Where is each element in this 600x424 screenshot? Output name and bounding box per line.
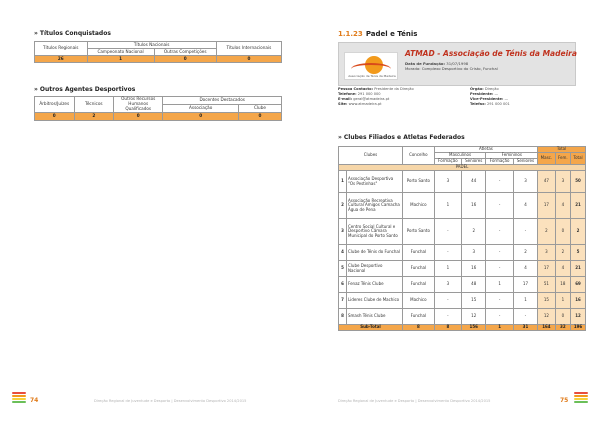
col-header: Femininos xyxy=(486,153,538,159)
total-cell: 2 xyxy=(571,219,586,245)
concelho-cell: Porto Santo xyxy=(403,219,435,245)
col-header: Docentes Destacados xyxy=(163,97,282,105)
contact-block-right: Órgão: Direção Presidente: — Vice-Presidente: — Telefax: 291 000 001 xyxy=(470,87,510,106)
total-cell: 51 xyxy=(538,277,555,293)
total-cell: 0 xyxy=(35,113,75,121)
col-header: Masculinos xyxy=(434,153,486,159)
subtotal-cell: 8 xyxy=(403,325,435,331)
total-cell: 0 xyxy=(114,113,163,121)
club-name: Clube Desportivo Nacional xyxy=(347,261,403,277)
athletes-cell: 1 xyxy=(434,193,461,219)
athletes-cell: 3 xyxy=(462,245,486,261)
total-cell: 2 xyxy=(74,113,114,121)
subtotal-cell: 32 xyxy=(555,325,570,331)
col-header: Fem. xyxy=(555,153,570,165)
col-header: Seniores xyxy=(513,159,537,165)
club-name: Clube de Ténis do Funchal xyxy=(347,245,403,261)
table-row xyxy=(339,309,586,325)
total-cell: 4 xyxy=(555,193,570,219)
section-title-titulos: » Títulos Conquistados xyxy=(34,30,111,37)
clubes-table xyxy=(338,146,586,331)
page-title: 1.1.23 Padel e Ténis xyxy=(338,30,418,38)
athletes-cell: - xyxy=(434,219,461,245)
col-header: Formação xyxy=(434,159,461,165)
section-title-clubes: » Clubes Filiados e Atletas Federados xyxy=(338,134,465,141)
col-header: Associação xyxy=(163,105,239,113)
total-cell: 17 xyxy=(538,193,555,219)
table-row xyxy=(339,219,586,245)
athletes-cell: 16 xyxy=(462,193,486,219)
athletes-cell: - xyxy=(486,293,513,309)
subtotal-cell: 31 xyxy=(513,325,537,331)
total-cell: 12 xyxy=(538,309,555,325)
total-cell: 16 xyxy=(571,293,586,309)
athletes-cell: - xyxy=(513,309,537,325)
total-cell: 12 xyxy=(571,309,586,325)
association-logo: Associação de Ténis da Madeira xyxy=(344,52,398,80)
concelho-cell: Funchal xyxy=(403,261,435,277)
row-index: 7 xyxy=(339,293,347,309)
total-cell: 2 xyxy=(555,245,570,261)
total-cell: 69 xyxy=(571,277,586,293)
total-cell: 17 xyxy=(538,261,555,277)
table-row xyxy=(339,293,586,309)
row-index: 5 xyxy=(339,261,347,277)
col-header: Campeonato Nacional xyxy=(87,49,154,56)
athletes-cell: - xyxy=(486,309,513,325)
total-row xyxy=(35,113,282,121)
athletes-cell: 2 xyxy=(462,219,486,245)
athletes-cell: 17 xyxy=(513,277,537,293)
total-cell: 0 xyxy=(216,56,281,63)
col-header: Seniores xyxy=(462,159,486,165)
total-cell: 4 xyxy=(555,261,570,277)
total-cell: 26 xyxy=(35,56,88,63)
total-cell: 2 xyxy=(538,219,555,245)
association-name: ATMAD - Associação de Ténis da Madeira xyxy=(405,49,577,58)
athletes-cell: 15 xyxy=(462,293,486,309)
athletes-cell: 1 xyxy=(486,277,513,293)
row-index: 8 xyxy=(339,309,347,325)
total-cell: 3 xyxy=(555,171,570,193)
footer-text: Direção Regional de Juventude e Desporto | Desenvolvimento Desportivo 2014/2015 xyxy=(338,399,491,403)
chevron-icon: » xyxy=(34,86,38,93)
association-details: Data de Fundação: 31/07/1998 Morada: Complexo Desportivo do Cristo, Funchal xyxy=(405,61,498,71)
total-cell: 1 xyxy=(87,56,154,63)
footer-stripes-icon xyxy=(574,392,588,406)
total-cell: 5 xyxy=(571,245,586,261)
total-cell: 47 xyxy=(538,171,555,193)
total-cell: 0 xyxy=(154,56,216,63)
row-index: 6 xyxy=(339,277,347,293)
athletes-cell: 1 xyxy=(513,293,537,309)
total-cell: 0 xyxy=(163,113,239,121)
page-number: 75 xyxy=(560,397,569,404)
athletes-cell: 2 xyxy=(513,245,537,261)
concelho-cell: Funchal xyxy=(403,277,435,293)
row-index: 2 xyxy=(339,193,347,219)
athletes-cell: 3 xyxy=(434,277,461,293)
col-header: Total xyxy=(538,147,586,153)
concelho-cell: Funchal xyxy=(403,245,435,261)
col-header: Masc. xyxy=(538,153,555,165)
chevron-icon: » xyxy=(34,30,38,37)
athletes-cell: - xyxy=(486,245,513,261)
total-cell: 0 xyxy=(238,113,281,121)
total-cell: 1 xyxy=(555,293,570,309)
clubes-table-body xyxy=(339,171,586,325)
total-row xyxy=(35,56,282,63)
subtotal-cell: 156 xyxy=(462,325,486,331)
athletes-cell: - xyxy=(513,219,537,245)
col-header: Atletas xyxy=(434,147,538,153)
table-row xyxy=(339,261,586,277)
athletes-cell: - xyxy=(486,261,513,277)
col-header: Clubes xyxy=(339,147,403,165)
athletes-cell: 4 xyxy=(513,193,537,219)
subtotal-cell: 164 xyxy=(538,325,555,331)
athletes-cell: 48 xyxy=(462,277,486,293)
section-title-agentes: » Outros Agentes Desportivos xyxy=(34,86,136,93)
col-header: Clube xyxy=(238,105,281,113)
concelho-cell: Machico xyxy=(403,293,435,309)
col-header: Concelho xyxy=(403,147,435,165)
athletes-cell: - xyxy=(434,309,461,325)
association-card xyxy=(338,42,576,86)
concelho-cell: Funchal xyxy=(403,309,435,325)
total-cell: 15 xyxy=(538,293,555,309)
athletes-cell: - xyxy=(434,245,461,261)
athletes-cell: - xyxy=(486,193,513,219)
athletes-cell: 1 xyxy=(434,261,461,277)
athletes-cell: - xyxy=(434,293,461,309)
table-row xyxy=(339,171,586,193)
col-header: Formação xyxy=(486,159,513,165)
subtotal-cell: 196 xyxy=(571,325,586,331)
club-name: Centro Social Cultural e Desportivo Câmara Municipal do Porto Santo xyxy=(347,219,403,245)
row-index: 4 xyxy=(339,245,347,261)
total-cell: 0 xyxy=(555,309,570,325)
total-cell: 21 xyxy=(571,261,586,277)
col-header: Títulos Regionais xyxy=(35,42,88,56)
athletes-cell: 4 xyxy=(513,261,537,277)
athletes-cell: 16 xyxy=(462,261,486,277)
table-row xyxy=(339,277,586,293)
group-label: PADEL xyxy=(339,165,586,171)
concelho-cell: Porto Santo xyxy=(403,171,435,193)
total-cell: 0 xyxy=(555,219,570,245)
row-index: 3 xyxy=(339,219,347,245)
subtotal-label: Sub-Total xyxy=(339,325,403,331)
athletes-cell: 3 xyxy=(513,171,537,193)
concelho-cell: Machico xyxy=(403,193,435,219)
table-row xyxy=(339,193,586,219)
club-name: Associação Recreativa Cultural Amigos Camacha Água de Pena xyxy=(347,193,403,219)
titulos-table xyxy=(34,41,282,63)
col-header: Total xyxy=(571,153,586,165)
footer-text: Direção Regional de Juventude e Desporto | Desenvolvimento Desportivo 2014/2015 xyxy=(94,399,247,403)
row-index: 1 xyxy=(339,171,347,193)
club-name: Associação Desportiva "Os Pestinhas" xyxy=(347,171,403,193)
club-name: Smash Ténis Clube xyxy=(347,309,403,325)
club-name: Lideres Clube de Machico xyxy=(347,293,403,309)
club-name: Fenaz Ténis Clube xyxy=(347,277,403,293)
table-row xyxy=(339,245,586,261)
total-cell: 3 xyxy=(538,245,555,261)
subtotal-cell: 1 xyxy=(486,325,513,331)
total-cell: 50 xyxy=(571,171,586,193)
col-header: Títulos Nacionais xyxy=(87,42,216,49)
contact-block-left: Pessoa Contacto: Presidente da Direção Telefone: 291 000 000 E-mail: geral@atmadeira.pt Site: www.atmadeira.pt xyxy=(338,87,414,106)
col-header: Títulos Internacionais xyxy=(216,42,281,56)
col-header: Árbitros/Juízes xyxy=(35,97,75,113)
athletes-cell: - xyxy=(486,219,513,245)
col-header: Técnicos xyxy=(74,97,114,113)
athletes-cell: 12 xyxy=(462,309,486,325)
agentes-table xyxy=(34,96,282,121)
col-header: Outros Recursos Humanos Qualificados xyxy=(114,97,163,113)
col-header: Outras Competições xyxy=(154,49,216,56)
athletes-cell: 3 xyxy=(434,171,461,193)
subtotal-row xyxy=(339,325,586,331)
total-cell: 21 xyxy=(571,193,586,219)
subtotal-cell: 8 xyxy=(434,325,461,331)
athletes-cell: - xyxy=(486,171,513,193)
total-cell: 18 xyxy=(555,277,570,293)
chevron-icon: » xyxy=(338,134,342,141)
athletes-cell: 44 xyxy=(462,171,486,193)
page-number: 74 xyxy=(30,397,39,404)
footer-stripes-icon xyxy=(12,392,26,406)
